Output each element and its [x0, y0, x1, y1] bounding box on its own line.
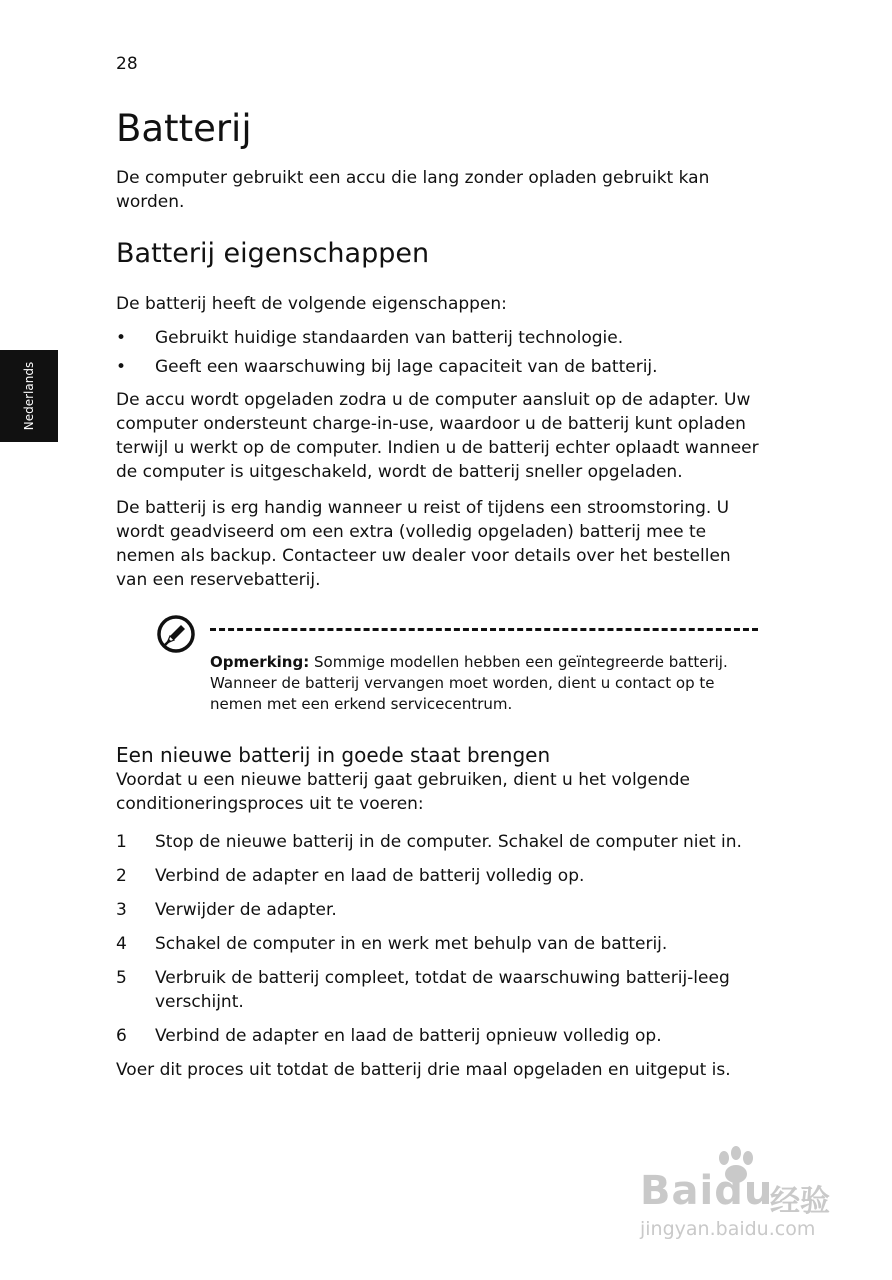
note-label: Opmerking:: [210, 653, 310, 671]
bullet-icon: •: [116, 357, 127, 377]
step-text: Verbruik de batterij compleet, totdat de waarschuwing batterij-leeg verschijnt.: [155, 968, 730, 1012]
step-number: 1: [116, 832, 127, 852]
subsection-heading: Een nieuwe batterij in goede staat brengen: [116, 743, 551, 767]
charging-paragraph: De accu wordt opgeladen zodra u de computer aansluit op de adapter. Uw computer ondersteunt charge-in-use, waardoor u de batterij kunt opladen terwijl u werkt op de computer. Indien u de batterij echter oplaadt wanneer de computer is uitgeschakeld, wordt de batterij sneller opgeladen.: [116, 390, 759, 482]
watermark-chinese: 经验: [770, 1184, 830, 1219]
subsection-lead: Voordat u een nieuwe batterij gaat gebruiken, dient u het volgende conditioneringsproces uit te voeren:: [116, 770, 690, 814]
step-number: 4: [116, 934, 127, 954]
list-item: [116, 864, 766, 888]
bullet-icon: •: [116, 328, 127, 348]
list-item: [116, 830, 766, 854]
step-number: 3: [116, 900, 127, 920]
step-text: Stop de nieuwe batterij in de computer. Schakel de computer niet in.: [155, 832, 742, 852]
step-number: 2: [116, 866, 127, 886]
conditioning-steps: [116, 830, 766, 1048]
side-tab-label: Nederlands: [22, 361, 36, 431]
step-number: 6: [116, 1026, 127, 1046]
list-item: [116, 1024, 766, 1048]
section-heading: Batterij eigenschappen: [116, 238, 430, 269]
intro-paragraph: De computer gebruikt een accu die lang zonder opladen gebruikt kan worden.: [116, 168, 710, 212]
page-number: 28: [116, 54, 138, 74]
step-text: Verwijder de adapter.: [155, 900, 337, 920]
feature-list: [116, 326, 766, 379]
list-item: [116, 966, 766, 1014]
list-item: [116, 326, 766, 350]
list-item-text: Gebruikt huidige standaarden van batterij technologie.: [155, 328, 624, 348]
step-text: Schakel de computer in en werk met behulp van de batterij.: [155, 934, 668, 954]
list-item: [116, 932, 766, 956]
page-title: Batterij: [116, 107, 252, 150]
step-number: 5: [116, 968, 127, 988]
note-box: [154, 612, 758, 720]
watermark-brand: Baidu: [640, 1168, 774, 1214]
note-pen-icon: [156, 614, 196, 654]
step-text: Verbind de adapter en laad de batterij volledig op.: [155, 866, 585, 886]
backup-paragraph: De batterij is erg handig wanneer u reist of tijdens een stroomstoring. U wordt geadviseerd om een extra (volledig opgeladen) batterij mee te nemen als backup. Contacteer uw dealer voor details over het bestellen van een reservebatterij.: [116, 498, 731, 590]
watermark-url: jingyan.baidu.com: [640, 1218, 816, 1240]
step-text: Verbind de adapter en laad de batterij opnieuw volledig op.: [155, 1026, 662, 1046]
note-divider: [210, 628, 758, 631]
side-language-tab: [0, 350, 58, 442]
list-item-text: Geeft een waarschuwing bij lage capaciteit van de batterij.: [155, 357, 658, 377]
page-content: [116, 104, 766, 1082]
closing-paragraph: Voer dit proces uit totdat de batterij drie maal opgeladen en uitgeput is.: [116, 1060, 731, 1080]
list-item: [116, 898, 766, 922]
section-lead: De batterij heeft de volgende eigenschappen:: [116, 294, 507, 314]
note-text: [210, 652, 730, 715]
baidu-watermark: [632, 1146, 842, 1246]
note-body: Sommige modellen hebben een geïntegreerde batterij. Wanneer de batterij vervangen moet worden, dient u contact op te nemen met een erkend servicecentrum.: [210, 653, 728, 713]
list-item: [116, 355, 766, 379]
